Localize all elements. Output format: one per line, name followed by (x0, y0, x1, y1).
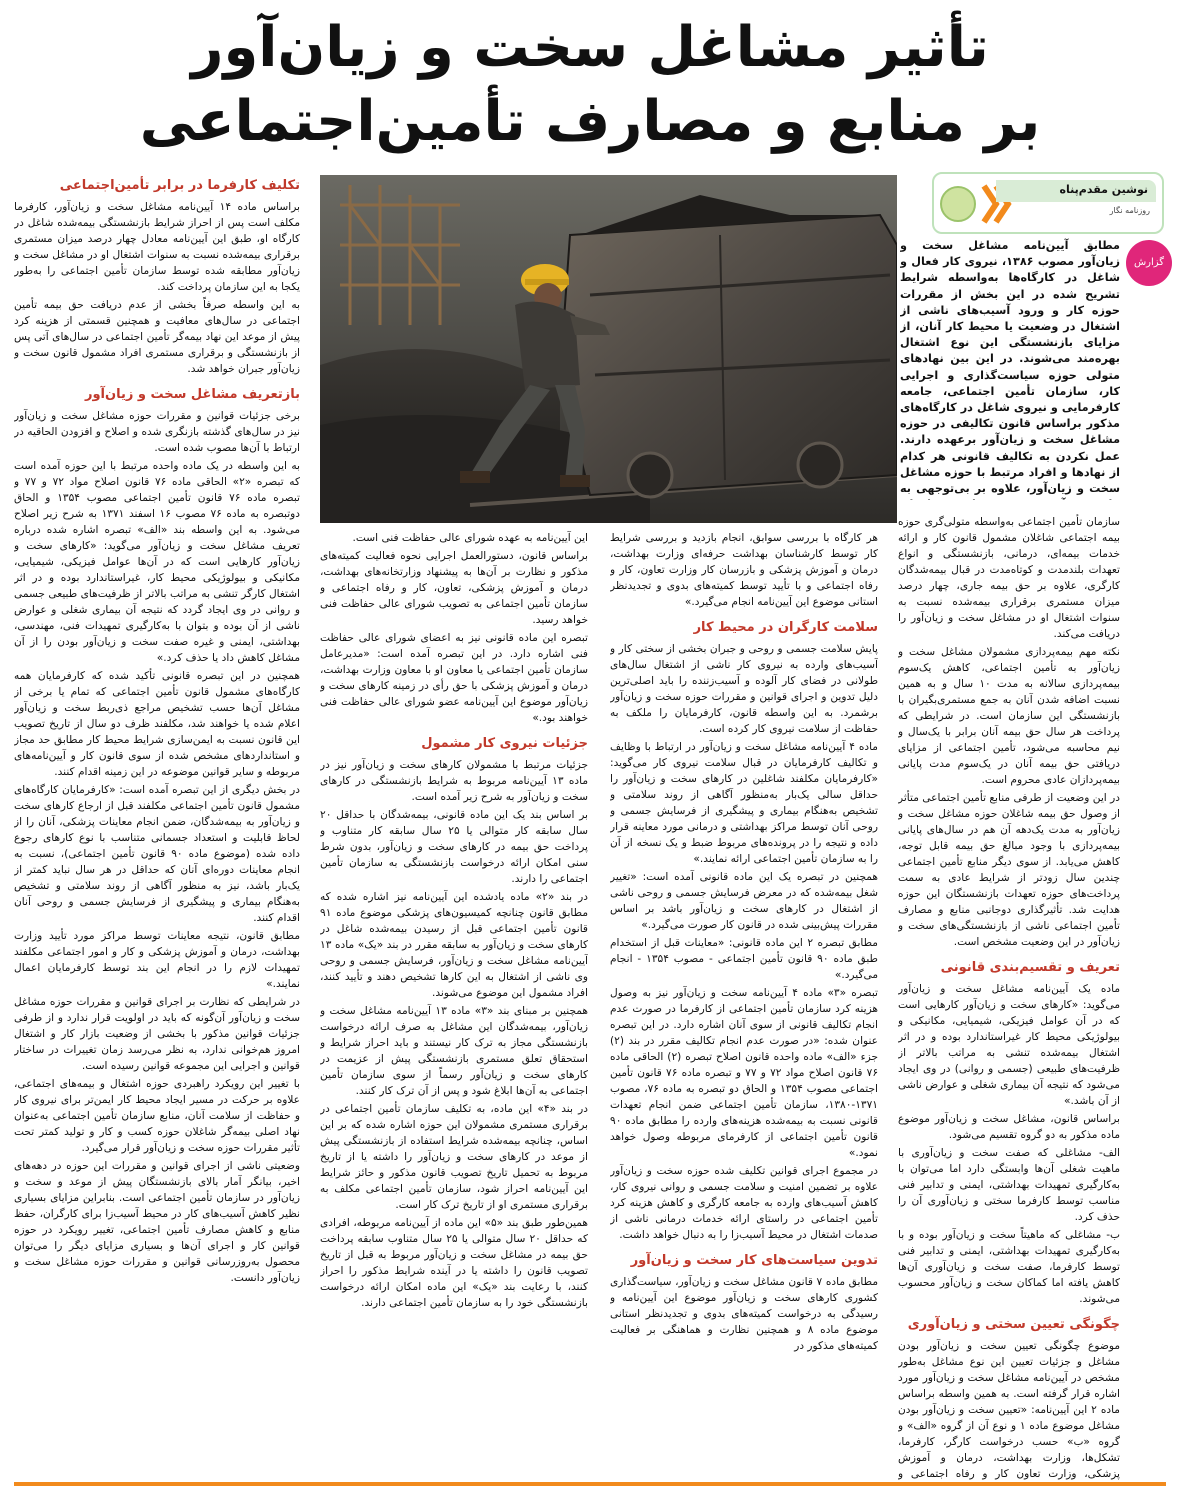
col2-paragraph: ماده ۴ آیین‌نامه مشاغل سخت و زیان‌آور در ارتباط با وظایف و تکالیف کارفرمایان در قبال سلامت نیروی کار می‌گوید: «کارفرمایان مکلفند شاغلین در کارهای سخت و زیان‌آور را حداقل سالی یک‌بار به‌منظور آگاهی از روند سلامتی و تشخیص به‌هنگام بیماری و پیشگیری از فرسایش جسمی و روحی آنان توسط مراکز بهداشتی و درمانی مورد معاینه قرار داده و نتیجه را در پرونده‌های مربوط ضبط و یک نسخه از آن را به سازمان تأمین اجتماعی ارائه نمایند.» (610, 741, 878, 865)
report-badge: گزارش (1126, 240, 1172, 286)
col2-paragraph: همچنین در تبصره یک این ماده قانونی آمده است: «تغییر شغل بیمه‌شده که در معرض فرسایش جسمی و روحی ناشی از اشتغال در کارهای سخت و زیان‌آور باشد بر اساس مقررات پیش‌بینی شده در قانون کار صورت می‌گیرد.» (610, 871, 878, 931)
col2-subhead: تدوین سیاست‌های کار سخت و زیان‌آور (630, 1253, 878, 1268)
col2-paragraph: پایش سلامت جسمی و روحی و جبران بخشی از سختی کار و آسیب‌های وارده به نیروی کار ناشی از اشتغال سال‌های طولانی در فضای کار آلوده و آسیب‌زننده را باید اصلی‌ترین دلیل تدوین و اجرای قوانین و مقررات حوزه سخت و زیان‌آور برشمرد. به این واسطه قانون، کارفرمایان را ملکف به حفاظت از سلامت نیروی کار کرده است. (610, 643, 878, 735)
lead-paragraph: مطابق آیین‌نامه مشاغل سخت و زیان‌آور مصوب ۱۳۸۶، نیروی کار فعال و شاغل در کارگاه‌ها به‌واسطه شرایط تشریح شده در این بخش از مقررات حوزه کار و ورود آسیب‌های ناشی از اشتغال در وضعیت یا محیط کار آنان، از مزایای بازنشستگی این نوع اشتغال بهره‌مند می‌شوند. در این بین نهادهای متولی حوزه سیاست‌گذاری و اجرایی کار، سازمان تأمین اجتماعی، جامعه کارفرمایی و نیروی شاغل در کارگاه‌های مذکور براساس قانون تکالیفی در حوزه مشاغل سخت و زیان‌آور برعهده دارند. عمل نکردن به تکالیف قانونی هر کدام از نهادها و افراد مرتبط با حوزه مشاغل سخت و زیان‌آور، علاوه بر بی‌توجهی به (900, 239, 1120, 496)
headline-line-2: بر منابع و مصارف تأمین‌اجتماعی (139, 89, 1041, 154)
article-column-2 (610, 530, 878, 1480)
col4-subhead: تکلیف کارفرما در برابر تأمین‌اجتماعی (59, 178, 300, 193)
col1-paragraph: موضوع چگونگی تعیین سخت و زیان‌آور بودن مشاغل و جزئیات تعیین این نوع مشاغل به‌طور مشخص در آیین‌نامه مشاغل سخت و زیان‌آور مورد اشاره قرار گرفته است. به همین واسطه براساس ماده ۲ این آیین‌نامه: «تعیین سخت و زیان‌آور بودن مشاغل موضوع ماده ۱ و نوع آن از گروه «الف» و گروه «ب» حسب درخواست کارگر، کارفرما، تشکل‌ها، وزارت بهداشت، درمان و آموزش پزشکی، وزارت تعاون کار و رفاه اجتماعی و (898, 1340, 1120, 1480)
col2-subhead: سلامت کارگران در محیط کار (693, 620, 878, 635)
col1-paragraph: براساس قانون، مشاغل سخت و زیان‌آور موضوع ماده مذکور به دو گروه تقسیم می‌شود. (898, 1113, 1120, 1141)
col4-paragraph: مطابق قانون، نتیجه معاینات توسط مراکز مورد تأیید وزارت بهداشت، درمان و آموزش پزشکی و کار و امور اجتماعی مکلفند تمهیدات لازم را در انجام این بند توسط کارفرمایان اعمال نمایند.» (14, 930, 300, 990)
col3-paragraph: بر اساس بند یک این ماده قانونی، بیمه‌شدگان با حداقل ۲۰ سال سابقه کار متوالی یا ۲۵ سال سابقه کار متناوب و پرداخت حق بیمه در کارهای سخت و زیان‌آور، بدون شرط سنی امکان ارائه درخواست بازنشستگی به سازمان تأمین اجتماعی را دارند. (320, 809, 588, 885)
footer-rule (14, 1482, 1166, 1486)
col3-paragraph: همچنین بر مبنای بند «۳» ماده ۱۳ آیین‌نامه مشاغل سخت و زیان‌آور، بیمه‌شدگان این مشاغل به صرف ارائه درخواست بازنشستگی مجاز به ترک کار نیستند و باید احراز شرایط و استحقاق تعلق مستمری بازنشستگی پیش از عزیمت در کارهای سخت و زیان‌آور رسماً از سوی سازمان تأمین اجتماعی به آن‌ها ابلاغ شود و پس از آن ترک کار کنند. (320, 1005, 588, 1097)
article-column-1 (898, 514, 1120, 1480)
col4-paragraph: در بخش دیگری از این تبصره آمده است: «کارفرمایان کارگاه‌های مشمول قانون تأمین اجتماعی مکلفند قبل از ارجاع کارهای سخت و زیان‌آور به بیمه‌شدگان، ضمن انجام معاینات پزشکی، آنان را از لحاظ قابلیت و استعداد جسمانی متناسب با نوع کارهای رجوع داده شده (موضوع ماده ۹۰ قانون تأمین اجتماعی)، نسبت به انجام معاینات دوره‌ای آنان که حداقل در هر سال نباید کمتر از یک‌بار باشد، نیز به منظور آگاهی از روند سلامتی و تشخیص به‌هنگام بیماری و پیشگیری از فرسایش جسمی و روحی آنان اقدام کنند. (14, 784, 300, 924)
miner-pushing-cart-photo (320, 175, 897, 523)
col1-paragraph: سازمان تأمین اجتماعی به‌واسطه متولی‌گری حوزه بیمه اجتماعی شاغلان مشمول قانون کار و ارائه خدمات بیمه‌ای، درمانی، بازنشستگی و انواع تعهدات بلندمدت و کوتاه‌مدت در قبال بیمه‌شدگان کارگری، علاوه بر حق بیمه جاری، چهار درصد میزان مستمری برقراری بیمه‌شده نسبت به سنوات اشتغال او در مشاغل سخت و زیان‌آور را دریافت می‌کند. (898, 516, 1120, 640)
col4-paragraph: براساس ماده ۱۴ آیین‌نامه مشاغل سخت و زیان‌آور، کارفرما مکلف است پس از احراز شرایط بازنشستگی بیمه‌شده شاغل در کارگاه او، طبق این آیین‌نامه معادل چهار درصد میزان مستمری برقراری بیمه‌شده نسبت به سنوات اشتغال او در مشاغل سخت و زیان‌آور مطابقه شده توسط سازمان تأمین اجتماعی را به‌طور یکجا به این سازمان پرداخت کند. (14, 201, 300, 293)
col4-paragraph: به این واسطه در یک ماده واحده مرتبط با این حوزه آمده است که تبصره «۲» الحاقی ماده ۷۶ قانون اصلاح مواد ۷۲ و ۷۷ و تبصره ماده ۷۶ قانون تأمین اجتماعی مصوب ۱۳۵۴ و الحاق دوتبصره به ماده ۷۶ مصوب ۱۶ اسفند ۱۳۷۱ به شرح زیر اصلاح می‌شود. به این واسطه بند «الف» تبصره اشاره شده درباره تعریف مشاغل سخت و زیان‌آور می‌گوید: «کارهای سخت و زیان‌آور کارهایی است که در آن‌ها عوامل فیزیکی، شیمیایی، مکانیکی و بیولوژیکی محیط کار، غیراستاندارد بوده و در اثر اشتغال کارگر تنشی به مراتب بالاتر از ظرفیت‌های طبیعی جسمی و روانی در وی ایجاد گردد که نتیجه آن بیماری شغلی و عوارض ناشی از آن بوده و بتوان با به‌کارگیری تمهیدات فنی، مهندسی، بهداشتی، ایمنی و غیره صفت سخت و زیان‌آور بودن را از آن مشاغل کاهش داد یا حذف کرد.» (14, 460, 300, 664)
col1-paragraph: ب- مشاغلی که ماهیتاً سخت و زیان‌آور بوده و با به‌کارگیری تمهیدات بهداشتی، ایمنی و تدابیر فنی توسط کارفرما، صفت سخت و زیان‌آوری آن‌ها کاهش یافته اما کماکان سخت و زیان‌آور محسوب می‌شوند. (898, 1229, 1120, 1305)
col3-paragraph: در بند «۲» ماده یادشده این آیین‌نامه نیز اشاره شده که مطابق قانون چنانچه کمیسیون‌های پزشکی موضوع ماده ۹۱ قانون تأمین اجتماعی قبل از رسیدن بیمه‌شده شاغل در کارهای سخت و زیان‌آور به سابقه مقرر در بند «یک» ماده ۱۳ آیین‌نامه مشاغل سخت و زیان‌آور، فرسایش جسمی و روحی وی ناشی از اشتغال به این کارها تشخیص دهند و تأیید کنند، افراد مشمول این موضوع می‌شوند. (320, 891, 588, 999)
col4-paragraph: وضعیتی ناشی از اجرای قوانین و مقررات این حوزه در دهه‌های اخیر، بیانگر آمار بالای بازنشستگان پیش از موعد و سخت و زیان‌آور در سازمان تأمین اجتماعی است. بنابراین مزایای بسیاری نظیر کاهش آسیب‌های کار در محیط آسیب‌زا برای کارگران، حفظ منابع و کاهش مصارف تأمین اجتماعی، تغییر رویکرد در حوزه قوانین کار و اجرای آن‌ها و بسیاری مزایای دیگر را می‌توان محصول به‌روزرسانی قوانین و مقررات حوزه مشاغل سخت و زیان‌آور دانست. (14, 1160, 300, 1284)
col1-subhead: چگونگی تعیین سختی و زیان‌آوری (907, 1317, 1120, 1332)
article-column-3 (320, 530, 588, 1480)
col1-subhead: تعریف و تقسیم‌بندی قانونی (940, 960, 1120, 975)
col4-paragraph: در شرایطی که نظارت بر اجرای قوانین و مقررات حوزه مشاغل سخت و زیان‌آور آن‌گونه که باید در اولویت قرار ندارد و از طرفی جزئیات قوانین مذکور با بخشی از وضعیت بازار کار و اشتغال امروز هم‌خوانی ندارد، به نظر می‌رسد زمان تغییرات در ساختار قوانین و اجرایی این مجموعه قوانین رسیده است. (14, 996, 300, 1072)
col2-paragraph: هر کارگاه با بررسی سوابق، انجام بازدید و بررسی شرایط کار توسط کارشناسان بهداشت حرفه‌ای وزارت بهداشت، درمان و آموزش پزشکی و بازرسان کار وزارت تعاون، کار و رفاه اجتماعی و با تأیید توسط کمیته‌های بدوی و تجدیدنظر استانی موضوع این آیین‌نامه انجام می‌گیرد.» (610, 532, 878, 608)
col3-subhead: جزئیات نیروی کار مشمول (421, 736, 588, 751)
col4-paragraph: با تغییر این رویکرد راهبردی حوزه اشتغال و بیمه‌های اجتماعی، علاوه بر حرکت در مسیر ایجاد محیط کار ایمن‌تر برای نیروی کار و حفاظت از سلامت آنان، منابع سازمان تأمین اجتماعی به‌عنوان نهاد اصلی بیمه‌گر شاغلان حوزه کسب و کار و تولید کمتر تحت تأثیر مقررات حوزه سخت و زیان‌آور قرار می‌گیرد. (14, 1078, 300, 1154)
col1-paragraph: در این وضعیت از طرفی منابع تأمین اجتماعی متأثر از وصول حق بیمه شاغلان حوزه مشاغل سخت و زیان‌آور به مدت یک‌دهه آن هم در سال‌های پایانی بیمه‌پردازی با وجود مبالغ حق بیمه قابل توجه، کاهش می‌یابد. از سوی دیگر منابع تأمین اجتماعی چندین سال زودتر از شرایط عادی به سمت پرداخت‌های حوزه تعهدات بازنشستگان این حوزه هدایت شد. تأثیرگذاری دوجانبی منابع و مصارف تأمین اجتماعی ناشی از بازنشستگی‌های سخت و زیان‌آور در این وضعیت مشخص است. (898, 792, 1120, 948)
author-name: نوشین مقدم‌پناه (1059, 183, 1148, 196)
col1-paragraph: نکته مهم بیمه‌پردازی مشمولان مشاغل سخت و زیان‌آور به تأمین اجتماعی، کاهش یک‌سوم بیمه‌پردازی سالانه به مدت ۱۰ سال و به همین نسبت اضافه شدن آنان به جمع مستمری‌بگیران با بازنشستگی این سازمان است. در شرایطی که پرداخت هر سال حق بیمه آنان برابر با یک‌سال و نیم محاسبه می‌شود، تأمین اجتماعی از مزایای دریافتی حق بیمه آنان در یک‌سوم مدت پایانی بیمه‌پردازان عادی محروم است. (898, 646, 1120, 786)
col3-paragraph: همین‌طور طبق بند «۵» این ماده از آیین‌نامه مربوطه، افرادی که حداقل ۲۰ سال متوالی یا ۲۵ سال متناوب سابقه پرداخت حق بیمه در مشاغل سخت و زیان‌آور مربوط به قبل از تاریخ تصویب قانون را داشته یا در آینده شرایط مذکور را احراز کنند، با رعایت بند «یک» این ماده امکان ارائه درخواست بازنشستگی خود را به سازمان تأمین اجتماعی دارند. (320, 1217, 588, 1309)
headline-line-1: تأثیر مشاغل سخت و زیان‌آور (191, 15, 989, 80)
col4-subhead: بازتعریف مشاغل سخت و زیان‌آور (84, 387, 300, 402)
col3-paragraph: تبصره این ماده قانونی نیز به اعضای شورای عالی حفاظت فنی اشاره دارد. در این تبصره آمده است: «مدیرعامل سازمان تأمین اجتماعی یا معاون او با معاون وزارت بهداشت، درمان و آموزش پزشکی با حق رأی در زمینه کارهای سخت و زیان‌آور موضوع این آیین‌نامه عضو شورای عالی حفاظت فنی خواهند بود.» (320, 632, 588, 724)
col2-paragraph: مطابق تبصره ۲ این ماده قانونی: «معاینات قبل از استخدام طبق ماده ۹۰ قانون تأمین اجتماعی - مصوب ۱۳۵۴ - انجام می‌گیرد.» (610, 937, 878, 981)
col2-paragraph: تبصره «۳» ماده ۴ آیین‌نامه سخت و زیان‌آور نیز به وصول هزینه کرد سازمان تأمین اجتماعی از کارفرما در صورت عدم انجام تکالیف قانونی از سوی آنان اشاره دارد. در این تبصره عنوان شده: «در صورت عدم انجام تکالیف مقرر در بند (۲) جزء «الف» ماده واحده قانون اصلاح تبصره (۲) الحاقی ماده ۷۶ قانون اصلاح مواد ۷۲ و ۷۷ و تبصره ماده ۷۶ قانون تأمین اجتماعی مصوب ۱۳۵۴ و الحاق دو تبصره به ماده ۷۶، مصوب ۱۳۷۱-۱۳۸۰، سازمان تأمین اجتماعی ضمن انجام تعهدات قانونی نسبت به بیمه‌شده هزینه‌های وارده را مطابق ماده ۹۰ قانون تأمین اجتماعی از کارفرمای مربوطه وصول خواهد نمود.» (610, 987, 878, 1159)
col1-paragraph: ماده یک آیین‌نامه مشاغل سخت و زیان‌آور می‌گوید: «کارهای سخت و زیان‌آور کارهایی است که در آن عوامل فیزیکی، شیمیایی، مکانیکی و بیولوژیکی محیط کار غیراستاندارد بوده و در اثر اشتغال بیمه‌شده تنشی به مراتب بالاتر از ظرفیت‌های طبیعی (جسمی و روانی) در وی ایجاد می‌شود که نتیجه آن بیماری شغلی و عوارض ناشی از آن باشد.» (898, 983, 1120, 1107)
author-name-band (996, 180, 1156, 202)
col4-paragraph: به این واسطه صرفاً بخشی از عدم دریافت حق بیمه تأمین اجتماعی در سال‌های معافیت و همچنین قسمتی از هزینه کرد پیش از موعد این نهاد بیمه‌گر تأمین اجتماعی در سال‌های آتی پس از بازنشستگی و برقراری مستمری افراد مشمول قانون سخت و زیان‌آور جبران خواهد شد. (14, 299, 300, 375)
col1-paragraph: الف- مشاغلی که صفت سخت و زیان‌آوری با ماهیت شغلی آن‌ها وابستگی دارد اما می‌توان با به‌کارگیری تمهیدات بهداشتی، ایمنی و تدابیر فنی مناسب توسط کارفرما سختی و زیان‌آوری آن را حذف کرد. (898, 1147, 1120, 1223)
col3-paragraph: جزئیات مرتبط با مشمولان کارهای سخت و زیان‌آور نیز در ماده ۱۳ آیین‌نامه مربوط به شرایط بازنشستگی در کارهای سخت و زیان‌آور به شرح زیر آمده است. (320, 759, 588, 803)
col3-paragraph: براساس قانون، دستورالعمل اجرایی نحوه فعالیت کمیته‌های مذکور و نظارت بر آن‌ها به پیشنهاد وزارتخانه‌های بهداشت، درمان و آموزش پزشکی، تعاون، کار و رفاه اجتماعی و سازمان تأمین اجتماعی به تصویب شورای عالی حفاظت فنی خواهد رسید. (320, 550, 588, 626)
col2-paragraph: در مجموع اجرای قوانین تکلیف شده حوزه سخت و زیان‌آور علاوه بر تضمین امنیت و سلامت جسمی و روانی نیروی کار، کاهش آسیب‌های وارده به جامعه کارگری و کاهش هزینه کرد تأمین اجتماعی در راستای ارائه خدمات درمانی ناشی از صدمات اشتغال در محیط آسیب‌زا را به دنبال خواهد داشت. (610, 1165, 878, 1241)
col2-paragraph: مطابق ماده ۷ قانون مشاغل سخت و زیان‌آور، سیاست‌گذاری کشوری کارهای سخت و زیان‌آور موضوع این آیین‌نامه و رسیدگی به درخواست کمیته‌های بدوی و تجدیدنظر استانی موضوع ماده ۸ و همچنین نظارت و هماهنگی بر فعالیت کمیته‌های مذکور در (610, 1276, 878, 1352)
col4-paragraph: برخی جزئیات قوانین و مقررات حوزه مشاغل سخت و زیان‌آور نیز در سال‌های گذشته بازنگری شده و اصلاح و افزودن الحاقیه در ارتباط با آن‌ها مصوب شده است. (14, 410, 300, 454)
col3-paragraph: در بند «۴» این ماده، به تکلیف سازمان تأمین اجتماعی در برقراری مستمری مشمولان این حوزه اشاره شده که بر این اساس، چنانچه بیمه‌شده شرایط استفاده از بازنشستگی پیش از موعد در کارهای سخت و زیان‌آور را داشته یا از تاریخ مربوط به تحمیل تاریخ تصویب قانون مذکور و حائز شرایط این آیین‌نامه احراز شود، سازمان تأمین اجتماعی مکلف به برقراری مستمری او از تاریخ ترک کار است. (320, 1103, 588, 1211)
col3-paragraph: این آیین‌نامه به عهده شورای عالی حفاظت فنی است. (352, 532, 588, 544)
author-box (932, 172, 1164, 234)
mine-cart (560, 195, 897, 497)
author-role: روزنامه نگار (1109, 206, 1150, 215)
col4-paragraph: همچنین در این تبصره قانونی تأکید شده که کارفرمایان همه کارگاه‌های مشمول قانون تأمین اجتماعی که تمام یا برخی از مشاغل آن‌ها حسب تشخیص مراجع ذی‌ربط سخت و زیان‌آور اعلام شده یا خواهند شد، مکلفند ظرف دو سال از تاریخ تصویب این قانون نسبت به ایمن‌سازی شرایط محیط کار مطابق حد مجاز و استانداردهای مشخص شده از سوی قانون کار و آیین‌نامه‌های مربوطه و سایر قوانین موضوعه در این زمینه اقدام کنند. (14, 670, 300, 778)
article-column-4 (14, 176, 300, 1480)
photo-illustration (320, 175, 897, 523)
